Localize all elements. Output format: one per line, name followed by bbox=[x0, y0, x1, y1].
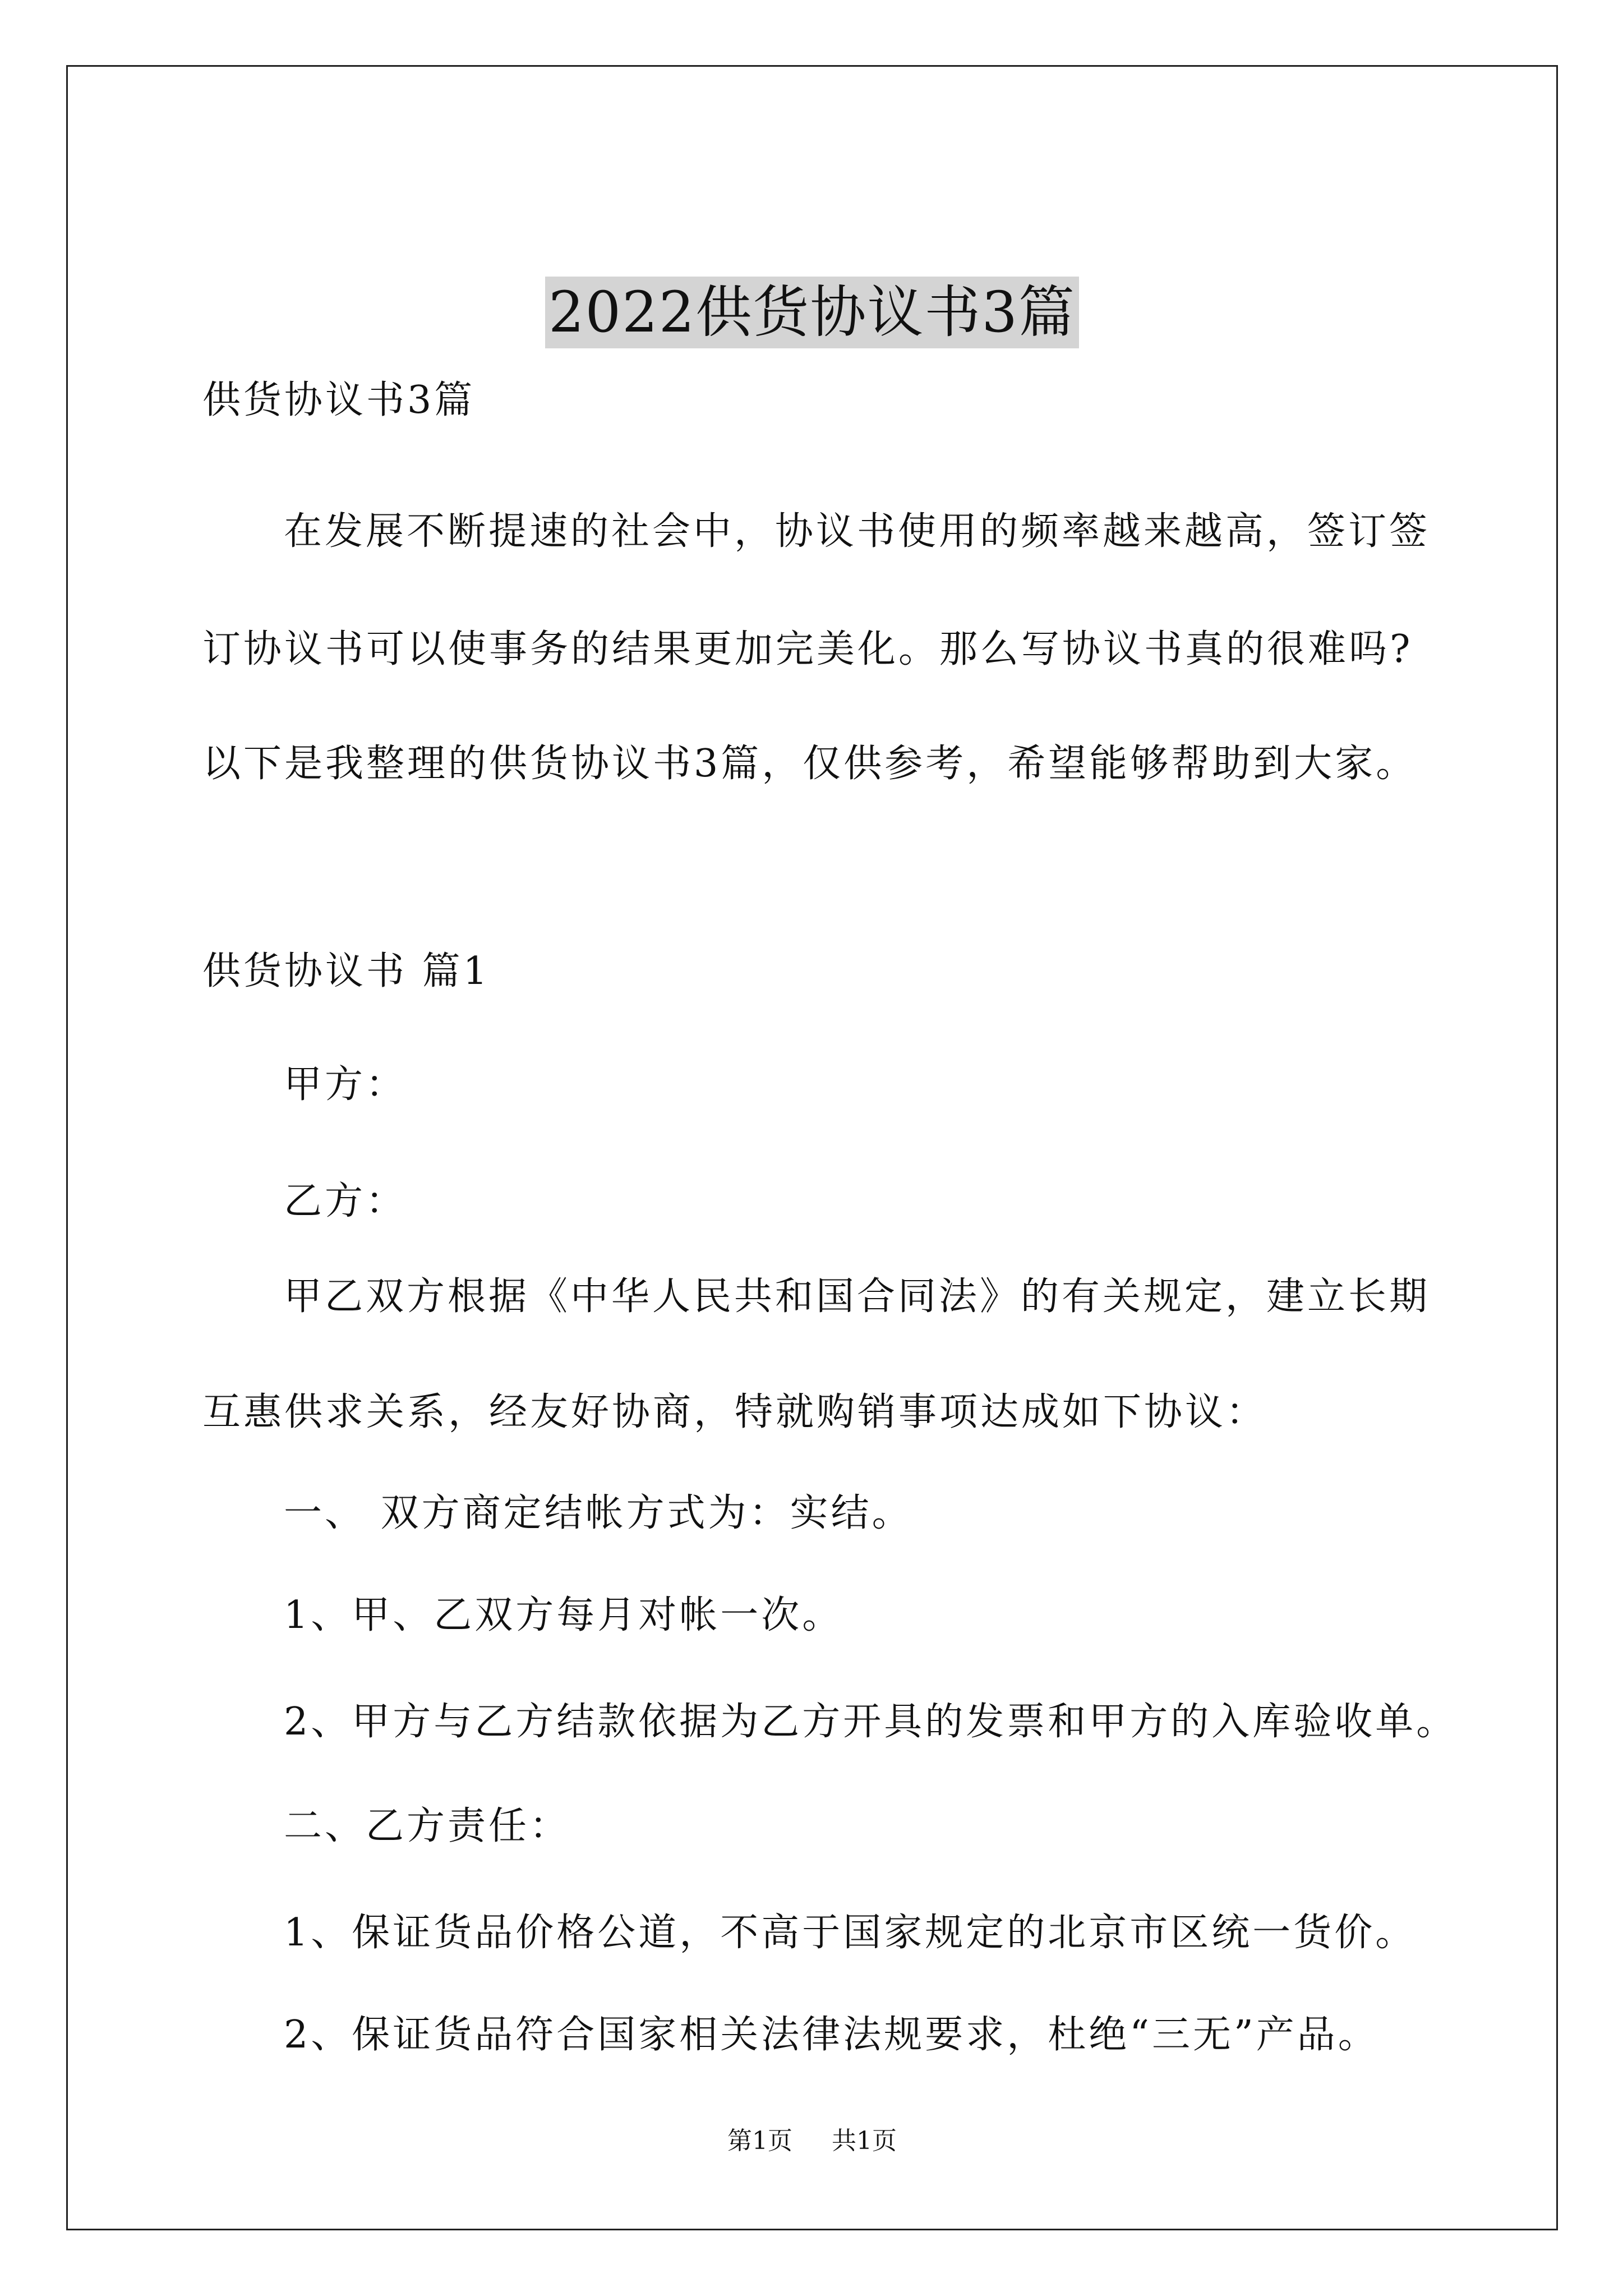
intro-line-1: 在发展不断提速的社会中，协议书使用的频率越来越高，签订签 bbox=[284, 509, 1431, 554]
party-a-label: 甲方： bbox=[284, 1062, 407, 1107]
clause-1-item-2: 2、甲方与乙方结款依据为乙方开具的发票和甲方的入库验收单。 bbox=[284, 1700, 1458, 1744]
page-footer bbox=[68, 2125, 1556, 2157]
clause-2-item-1: 1、保证货品价格公道，不高于国家规定的北京市区统一货价。 bbox=[284, 1911, 1417, 1955]
title-container bbox=[68, 277, 1556, 348]
preamble-line-1: 甲乙双方根据《中华人民共和国合同法》的有关规定，建立长期 bbox=[284, 1274, 1431, 1319]
party-b-label: 乙方： bbox=[284, 1179, 407, 1223]
document-subtitle: 供货协议书3篇 bbox=[202, 378, 476, 422]
document-title: 2022供货协议书3篇 bbox=[545, 277, 1079, 348]
clause-1-heading: 一、 双方商定结帐方式为：实结。 bbox=[284, 1491, 913, 1535]
total-pages: 共1页 bbox=[831, 2127, 897, 2155]
intro-line-2: 订协议书可以使事务的结果更加完美化。那么写协议书真的很难吗? bbox=[202, 627, 1413, 671]
page-number: 第1页 bbox=[727, 2127, 793, 2155]
intro-line-3: 以下是我整理的供货协议书3篇，仅供参考，希望能够帮助到大家。 bbox=[202, 742, 1417, 786]
clause-1-item-1: 1、甲、乙双方每月对帐一次。 bbox=[284, 1593, 843, 1637]
clause-2-item-2: 2、保证货品符合国家相关法律法规要求，杜绝“三无”产品。 bbox=[284, 2013, 1379, 2057]
preamble-line-2: 互惠供求关系，经友好协商，特就购销事项达成如下协议： bbox=[202, 1390, 1267, 1434]
section-heading: 供货协议书 篇1 bbox=[202, 949, 490, 993]
document-page bbox=[66, 65, 1558, 2230]
clause-2-heading: 二、乙方责任： bbox=[284, 1804, 571, 1848]
footer-spacer bbox=[800, 2127, 824, 2155]
